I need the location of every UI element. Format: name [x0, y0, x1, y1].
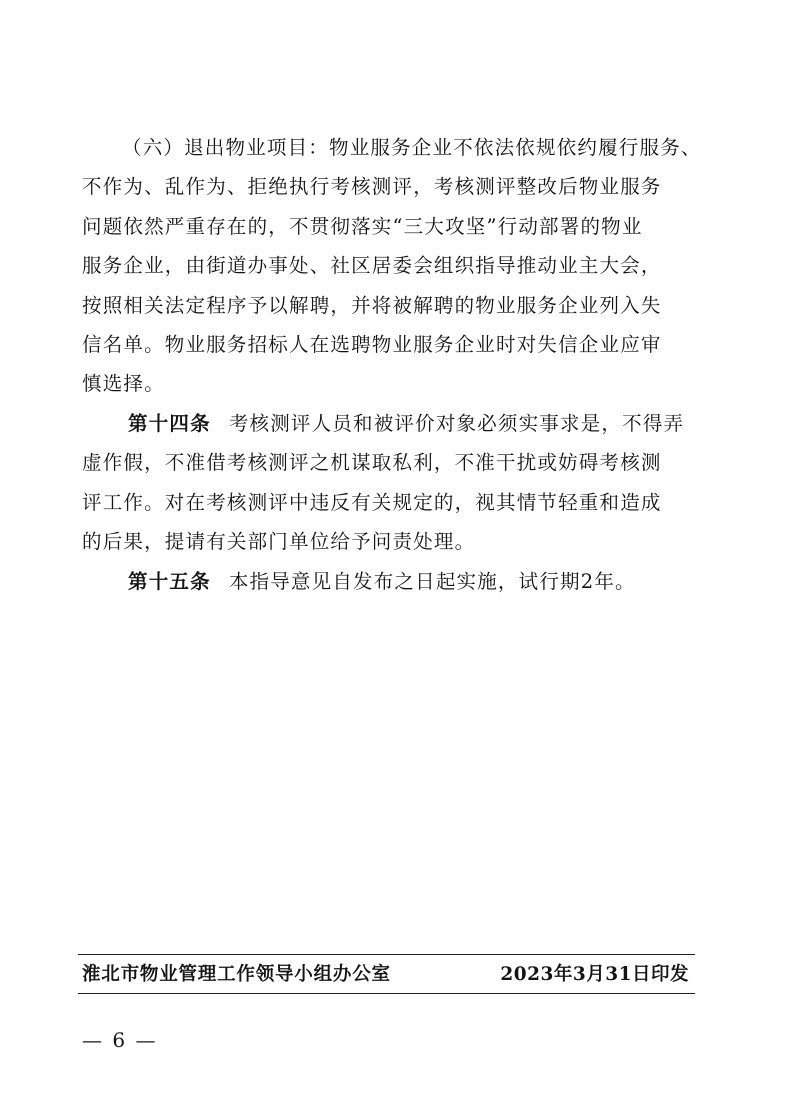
paragraph-1-line-2: 不作为、乱作为、拒绝执行考核测评，考核测评整改后物业服务 — [82, 175, 662, 198]
paragraph-1-line-7: 慎选择。 — [82, 372, 165, 395]
paragraph-1-line-3: 问题依然严重存在的，不贯彻落实“三大攻坚”行动部署的物业 — [82, 215, 643, 238]
article-15-heading: 第十五条 — [128, 570, 211, 593]
footer-top-rule — [78, 954, 695, 955]
article-15-first-line — [128, 567, 636, 597]
footer-issuer: 淮北市物业管理工作领导小组办公室 — [82, 964, 391, 985]
footer-bottom-rule — [78, 993, 695, 994]
article-14-first-line — [128, 409, 684, 439]
article-14-line-2: 虚作假，不准借考核测评之机谋取私利，不准干扰或妨碍考核测 — [82, 451, 662, 474]
paragraph-1-line-5: 按照相关法定程序予以解聘，并将被解聘的物业服务企业列入失 — [82, 294, 662, 317]
article-14-line-4: 的后果，提请有关部门单位给予问责处理。 — [82, 530, 476, 553]
paragraph-1-line-6: 信名单。物业服务招标人在选聘物业服务企业时对失信企业应审 — [82, 333, 662, 356]
article-14-heading: 第十四条 — [128, 412, 211, 435]
paragraph-1-line-1: （六）退出物业项目：物业服务企业不依法依规依约履行服务、 — [122, 136, 702, 159]
footer-issue-date: 2023年3月31日印发 — [500, 964, 689, 985]
page-number: — 6 — — [82, 1028, 158, 1052]
article-14-text-start: 考核测评人员和被评价对象必须实事求是，不得弄 — [228, 412, 685, 435]
paragraph-1-line-4: 服务企业，由街道办事处、社区居委会组织指导推动业主大会， — [82, 254, 662, 277]
article-15-text: 本指导意见自发布之日起实施，试行期2年。 — [228, 570, 636, 593]
article-14-line-3: 评工作。对在考核测评中违反有关规定的，视其情节轻重和造成 — [82, 491, 662, 514]
